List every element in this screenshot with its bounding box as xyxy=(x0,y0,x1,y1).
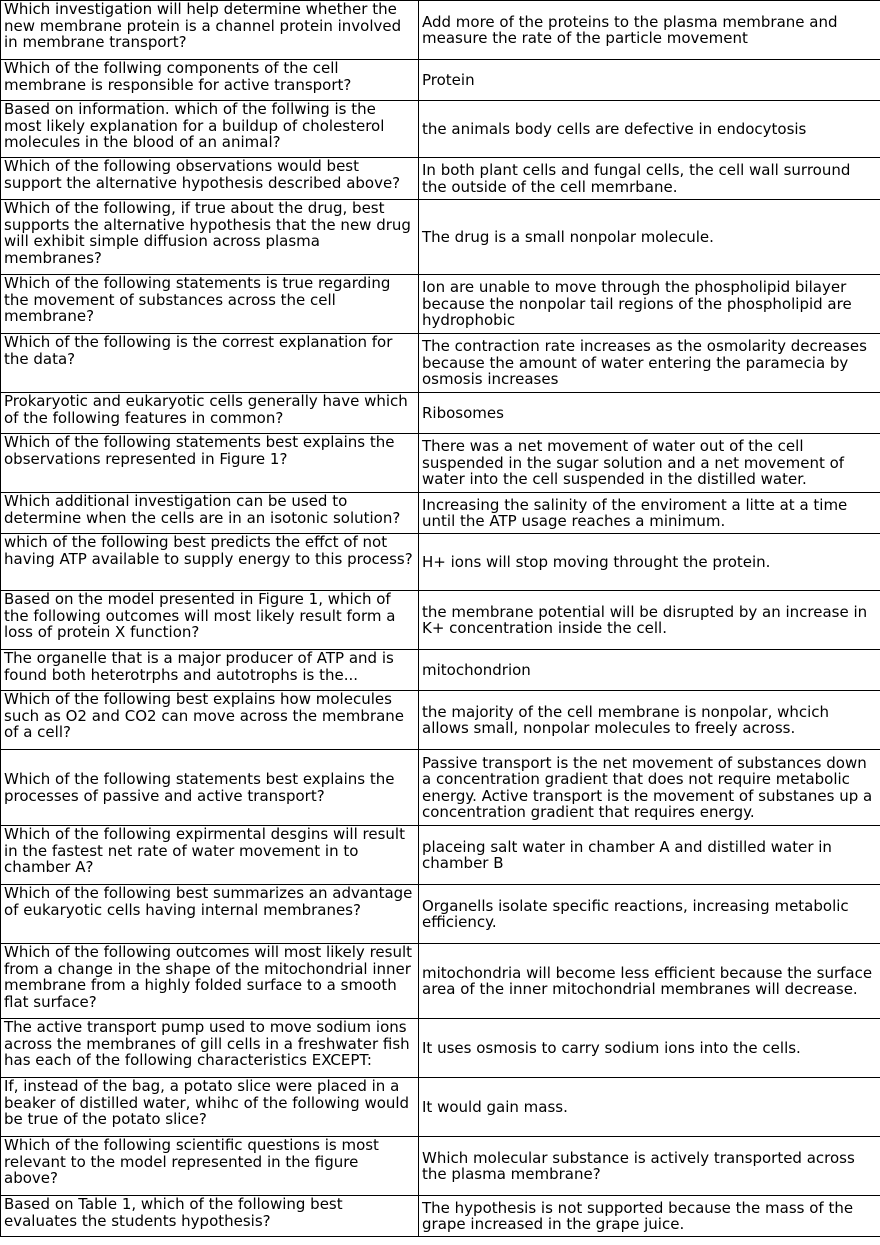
table-row xyxy=(1,434,880,493)
table-row xyxy=(1,101,880,158)
question-cell: Based on the model presented in Figure 1, which of the following outcomes will most likely result form a loss of protein X function? xyxy=(1,591,419,650)
answer-cell: Protein xyxy=(419,60,880,101)
answer-cell: mitochondrion xyxy=(419,650,880,691)
table-row xyxy=(1,534,880,591)
question-cell: Which of the following outcomes will most likely result from a change in the shape of the mitochondrial inner membrane from a highly folded surface to a smooth flat surface? xyxy=(1,944,419,1019)
question-cell: The active transport pump used to move sodium ions across the membranes of gill cells in a freshwater fish has each of the following characteristics EXCEPT: xyxy=(1,1019,419,1078)
table-row xyxy=(1,1196,880,1237)
answer-cell: Organells isolate specific reactions, increasing metabolic efficiency. xyxy=(419,885,880,944)
question-cell: Which of the following expirmental desgins will result in the fastest net rate of water movement in to chamber A? xyxy=(1,826,419,885)
answer-cell: Ribosomes xyxy=(419,393,880,434)
table-row xyxy=(1,691,880,750)
question-cell: Which of the following is the correst explanation for the data? xyxy=(1,334,419,393)
table-row xyxy=(1,826,880,885)
table-row xyxy=(1,393,880,434)
answer-cell: mitochondria will become less efficient because the surface area of the inner mitochondrial membranes will decrease. xyxy=(419,944,880,1019)
table-row xyxy=(1,885,880,944)
question-cell: Which of the following best explains how molecules such as O2 and CO2 can move across the membrane of a cell? xyxy=(1,691,419,750)
answer-cell: It would gain mass. xyxy=(419,1078,880,1137)
question-cell: Which of the following best summarizes an advantage of eukaryotic cells having internal membranes? xyxy=(1,885,419,944)
table-row xyxy=(1,1019,880,1078)
table-row xyxy=(1,750,880,826)
question-cell: Which of the follwing components of the cell membrane is responsible for active transport? xyxy=(1,60,419,101)
question-cell: Which of the following observations would best support the alternative hypothesis described above? xyxy=(1,158,419,200)
question-cell: Which of the following statements best explains the observations represented in Figure 1? xyxy=(1,434,419,493)
table-row xyxy=(1,493,880,534)
table-row xyxy=(1,944,880,1019)
question-cell: Which of the following, if true about the drug, best supports the alternative hypothesis that the new drug will exhibit simple diffusion across plasma membranes? xyxy=(1,200,419,275)
answer-cell: the membrane potential will be disrupted by an increase in K+ concentration inside the cell. xyxy=(419,591,880,650)
question-cell: Which investigation will help determine whether the new membrane protein is a channel protein involved in membrane transport? xyxy=(1,1,419,60)
table-row xyxy=(1,1078,880,1137)
table-row xyxy=(1,1137,880,1196)
table-row xyxy=(1,334,880,393)
answer-cell: placeing salt water in chamber A and distilled water in chamber B xyxy=(419,826,880,885)
answer-cell: Which molecular substance is actively transported across the plasma membrane? xyxy=(419,1137,880,1196)
answer-cell: Add more of the proteins to the plasma membrane and measure the rate of the particle movement xyxy=(419,1,880,60)
answer-cell: The drug is a small nonpolar molecule. xyxy=(419,200,880,275)
answer-cell: Passive transport is the net movement of substances down a concentration gradient that does not require metabolic energy. Active transport is the movement of substanes up a concentration gradient that requires energy. xyxy=(419,750,880,826)
question-cell: Prokaryotic and eukaryotic cells generally have which of the following features in common? xyxy=(1,393,419,434)
table-row xyxy=(1,200,880,275)
answer-cell: H+ ions will stop moving throught the protein. xyxy=(419,534,880,591)
question-cell: Which of the following statements is true regarding the movement of substances across the cell membrane? xyxy=(1,275,419,334)
question-cell: Which additional investigation can be used to determine when the cells are in an isotonic solution? xyxy=(1,493,419,534)
answer-cell: the animals body cells are defective in endocytosis xyxy=(419,101,880,158)
question-cell: Based on Table 1, which of the following best evaluates the students hypothesis? xyxy=(1,1196,419,1237)
answer-cell: The contraction rate increases as the osmolarity decreases because the amount of water entering the paramecia by osmosis increases xyxy=(419,334,880,393)
question-cell: which of the following best predicts the effct of not having ATP available to supply energy to this process? xyxy=(1,534,419,591)
question-cell: Which of the following scientific questions is most relevant to the model represented in the figure above? xyxy=(1,1137,419,1196)
question-cell: Based on information. which of the follwing is the most likely explanation for a buildup of cholesterol molecules in the blood of an animal? xyxy=(1,101,419,158)
question-cell: Which of the following statements best explains the processes of passive and active transport? xyxy=(1,750,419,826)
answer-cell: Increasing the salinity of the enviroment a litte at a time until the ATP usage reaches a minimum. xyxy=(419,493,880,534)
table-row xyxy=(1,275,880,334)
table-row xyxy=(1,591,880,650)
answer-cell: It uses osmosis to carry sodium ions into the cells. xyxy=(419,1019,880,1078)
answer-cell: In both plant cells and fungal cells, the cell wall surround the outside of the cell memrbane. xyxy=(419,158,880,200)
answer-cell: Ion are unable to move through the phospholipid bilayer because the nonpolar tail regions of the phospholipid are hydrophobic xyxy=(419,275,880,334)
question-cell: The organelle that is a major producer of ATP and is found both heterotrphs and autotrophs is the... xyxy=(1,650,419,691)
table-row xyxy=(1,650,880,691)
answer-cell: There was a net movement of water out of the cell suspended in the sugar solution and a net movement of water into the cell suspended in the distilled water. xyxy=(419,434,880,493)
question-cell: If, instead of the bag, a potato slice were placed in a beaker of distilled water, whihc of the following would be true of the potato slice? xyxy=(1,1078,419,1137)
table-row xyxy=(1,1,880,60)
answer-cell: the majority of the cell membrane is nonpolar, whcich allows small, nonpolar molecules to freely across. xyxy=(419,691,880,750)
answer-cell: The hypothesis is not supported because the mass of the grape increased in the grape juice. xyxy=(419,1196,880,1237)
table-row xyxy=(1,158,880,200)
table-row xyxy=(1,60,880,101)
